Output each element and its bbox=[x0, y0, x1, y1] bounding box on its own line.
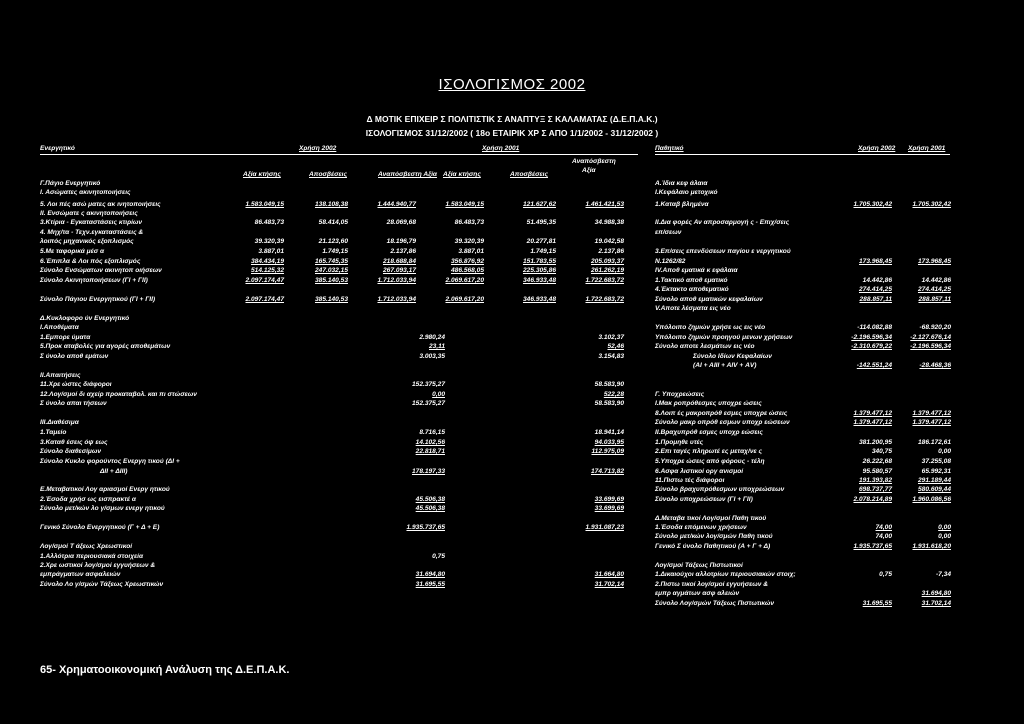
liability-row-label: Γενικό Σ ύνολο Παθητικού (Α + Γ + Δ) bbox=[655, 543, 771, 550]
col-cost-2001: Αξία κτήσης bbox=[443, 171, 481, 178]
liability-value-2002: -142.551,24 bbox=[856, 362, 892, 369]
asset-value-2002: 3.003,35 bbox=[419, 353, 445, 360]
balance-period: ΙΣΟΛΟΓΙΣΜΟΣ 31/12/2002 ( 18ο ΕΤΑΙΡΙΚ ΧΡ Σ ΑΠΟ 1/1/2002 - 31/12/2002 ) bbox=[365, 128, 659, 138]
col-net-2001-a: Αναπόσβεστη bbox=[572, 158, 616, 165]
liability-value-2002: 31.695,55 bbox=[862, 600, 892, 607]
asset-value: 385.140,53 bbox=[314, 296, 348, 303]
page-footer: 65- Χρηματοοικονομική Ανάλυση της Δ.Ε.Π.Α.Κ. bbox=[40, 664, 290, 676]
asset-value-2002: 152.375,27 bbox=[411, 400, 445, 407]
asset-row-label: 5. Λοι πές ασώ ματες ακ ινητοποιήσεις bbox=[40, 201, 161, 208]
liability-value-2002: -2.310.679,22 bbox=[851, 343, 892, 350]
asset-row-label: Γ.Πάγιο Ενεργητικό bbox=[40, 180, 101, 187]
asset-row-label: Γενικό Σύνολο Ενεργητικού (Γ + Δ + Ε) bbox=[40, 524, 160, 531]
asset-row-label: Ι. Ασώματες ακινητοποιήσεις bbox=[40, 189, 131, 196]
assets-header: Ενεργητικό bbox=[40, 145, 75, 152]
asset-value: 1.722.683,72 bbox=[585, 296, 624, 303]
asset-value-2002: 1.935.737,65 bbox=[406, 524, 445, 531]
liability-value-2001: -28.468,36 bbox=[919, 362, 951, 369]
asset-value-2001: 18.941,14 bbox=[594, 429, 624, 436]
asset-value: 384.434,19 bbox=[250, 258, 284, 265]
asset-row-label: 5.Προκ αταβολές για αγορές αποθεμάτων bbox=[40, 343, 171, 350]
asset-row-label: Σ ύνολο απαι τήσεων bbox=[40, 400, 107, 407]
liab-year-2001-header: Χρήση 2001 bbox=[908, 145, 946, 152]
liability-value-2002: 340,75 bbox=[871, 448, 892, 455]
asset-value: 225.305,86 bbox=[522, 267, 556, 274]
asset-value-2002: 0,00 bbox=[432, 391, 445, 398]
liability-value-2001: 186.172,61 bbox=[917, 439, 951, 446]
liability-value-2001: 31.694,80 bbox=[921, 590, 951, 597]
asset-value: 39.320,39 bbox=[254, 238, 284, 245]
asset-value: 346.933,48 bbox=[522, 296, 556, 303]
liability-row-label: εμπρ αγμάτων ασφ αλειών bbox=[655, 590, 740, 597]
liability-value-2002: 698.737,77 bbox=[858, 486, 892, 493]
asset-value: 2.097.174,47 bbox=[245, 296, 284, 303]
liability-value-2002: 95.580,57 bbox=[862, 468, 892, 475]
asset-value: 121.627,62 bbox=[522, 201, 556, 208]
asset-row-label: 1.Ταμείο bbox=[40, 429, 67, 436]
asset-row-label: 12.Λογ/σμοί δι αχείρ προκαταβολ. και πι στώσεων bbox=[40, 391, 197, 398]
liability-value-2001: -7,34 bbox=[935, 571, 951, 578]
asset-value: 486.568,05 bbox=[450, 267, 484, 274]
asset-row-label: 3.Καταθ έσεις όψ εως bbox=[40, 439, 108, 446]
asset-value: 1.712.033,94 bbox=[377, 296, 416, 303]
asset-row-label: 1.Αλλότρια περιουσιακά στοιχεία bbox=[40, 553, 144, 560]
asset-row-label: λοιπός μηχανικός εξοπλισμός bbox=[40, 238, 134, 245]
asset-value: 1.461.421,53 bbox=[585, 201, 624, 208]
liability-value-2002: 14.442,86 bbox=[862, 277, 892, 284]
asset-value: 58.414,05 bbox=[318, 219, 348, 226]
asset-value-2001: 94.033,95 bbox=[594, 439, 624, 446]
asset-value-2001: 33.699,69 bbox=[594, 496, 624, 503]
asset-value: 2.137,86 bbox=[598, 248, 624, 255]
asset-value: 1.722.683,72 bbox=[585, 277, 624, 284]
liability-row-label: Σύνολο αποτε λεσμάτων εις νέο bbox=[655, 343, 755, 350]
liability-value-2002: 1.705.302,42 bbox=[853, 201, 892, 208]
asset-value: 514.125,32 bbox=[250, 267, 284, 274]
asset-row-label: 11.Χρε ώστες διάφοροι bbox=[40, 381, 112, 388]
asset-row-label: Δ.Κυκλοφορο ύν Ενεργητικό bbox=[40, 315, 130, 322]
asset-value-2001: 58.583,90 bbox=[594, 400, 624, 407]
liability-value-2002: 274.414,25 bbox=[858, 286, 892, 293]
liability-value-2002: 74,00 bbox=[875, 533, 892, 540]
liability-value-2001: 14.442,86 bbox=[921, 277, 951, 284]
asset-value: 3.887,01 bbox=[458, 248, 484, 255]
asset-row-label: ΔΙΙ + ΔΙΙΙ) bbox=[100, 468, 128, 475]
liability-row-label: 2.Επι ταγές πληρωτέ ες μεταχ/νε ς bbox=[655, 448, 762, 455]
liability-value-2001: 1.960.086,56 bbox=[912, 496, 951, 503]
asset-value-2001: 3.102,37 bbox=[598, 334, 624, 341]
asset-value: 267.093,17 bbox=[382, 267, 416, 274]
liability-value-2001: 0,00 bbox=[938, 533, 951, 540]
asset-value: 51.495,35 bbox=[526, 219, 556, 226]
asset-value-2001: 112.975,09 bbox=[591, 448, 624, 455]
asset-value: 356.876,92 bbox=[450, 258, 484, 265]
liability-value-2002: 1.935.737,65 bbox=[853, 543, 892, 550]
liability-row-label: 1.Τακτικό αποθ εματικό bbox=[655, 277, 728, 284]
asset-value: 2.137,86 bbox=[390, 248, 416, 255]
header-rule-right bbox=[655, 154, 950, 155]
liability-value-2001: 1.931.618,20 bbox=[912, 543, 951, 550]
liability-value-2001: 65.992,31 bbox=[921, 468, 951, 475]
liability-value-2001: 1.705.302,42 bbox=[912, 201, 951, 208]
asset-row-label: 6.Έπιπλα & Λοι πός εξοπλισμός bbox=[40, 258, 141, 265]
asset-value-2002: 178.197,33 bbox=[411, 468, 445, 475]
asset-row-label: Σύνολο Λο γ/σμών Τάξεως Χρεωστικών bbox=[40, 581, 164, 588]
liabilities-header: Παθητικό bbox=[655, 145, 684, 152]
liability-row-label: Σύνολο αποθ εματικών κεφαλαίων bbox=[655, 296, 763, 303]
liability-row-label: V.Αποτε λέσματα εις νέο bbox=[655, 305, 731, 312]
asset-value-2002: 31.694,80 bbox=[415, 571, 445, 578]
company-name: Δ ΜΟΤΙΚ ΕΠΙΧΕΙΡ Σ ΠΟΛΙΤΙΣΤΙΚ Σ ΑΝΑΠΤΥΞ Σ ΚΑΛΑΜΑΤΑΣ (Δ.Ε.Π.Α.Κ.) bbox=[366, 114, 658, 124]
liability-value-2002: 0,75 bbox=[879, 571, 892, 578]
liability-row-label: 6.Ασφα λιστικοί οργ ανισμοί bbox=[655, 468, 744, 475]
liability-value-2002: -114.082,88 bbox=[857, 324, 892, 331]
asset-row-label: 3.Κτίρια - Εγκαταστάσεις κτιρίων bbox=[40, 219, 143, 226]
asset-value: 218.688,84 bbox=[382, 258, 416, 265]
asset-value: 247.032,15 bbox=[314, 267, 348, 274]
col-depr-2002: Αποσβέσεις bbox=[309, 171, 347, 178]
liability-row-label: 4.Έκτακτο αποθεματικό bbox=[655, 286, 729, 293]
asset-value: 1.749,15 bbox=[322, 248, 348, 255]
liability-row-label: 1.Καταβ βλημένα bbox=[655, 201, 709, 208]
liab-year-2002-header: Χρήση 2002 bbox=[858, 145, 896, 152]
liability-row-label: Σύνολο Ιδίων Κεφαλαίων bbox=[693, 353, 772, 360]
liability-row-label: Υπόλοιπο ζημιών προηγού μενων χρήσεων bbox=[655, 334, 793, 341]
liability-row-label: (ΑΙ + ΑΙΙΙ + ΑΙV + ΑV) bbox=[693, 362, 757, 369]
liability-row-label: Ι.Μακ ροπρόθεσμες υποχρε ώσεις bbox=[655, 400, 762, 407]
asset-row-label: 2.Έσοδα χρήσ ως εισπρακτέ α bbox=[40, 496, 136, 503]
liability-row-label: 1.Έσοδα επόμενων χρήσεων bbox=[655, 524, 747, 531]
asset-value-2001: 33.699,69 bbox=[594, 505, 624, 512]
header-rule-left bbox=[40, 154, 638, 155]
asset-value-2002: 152.375,27 bbox=[411, 381, 445, 388]
asset-value-2001: 58.583,90 bbox=[594, 381, 624, 388]
liability-value-2002: 74,00 bbox=[875, 524, 892, 531]
asset-row-label: ΙΙΙ.Διαθέσιμα bbox=[40, 419, 79, 426]
liability-value-2001: 37.255,08 bbox=[921, 458, 951, 465]
asset-value: 261.262,19 bbox=[590, 267, 624, 274]
liability-value-2001: -68.920,20 bbox=[919, 324, 951, 331]
liability-row-label: Υπόλοιπο ζημιών χρήσε ως εις νέο bbox=[655, 324, 766, 331]
liability-row-label: Σύνολο μετ/κών λογ/σμών Παθη τικού bbox=[655, 533, 773, 540]
liability-row-label: Δ.Μεταβα τικοί Λογ/σμοί Παθη τικού bbox=[655, 515, 767, 522]
asset-value: 1.444.940,77 bbox=[377, 201, 416, 208]
liability-value-2002: 191.393,82 bbox=[858, 477, 892, 484]
asset-value: 138.108,38 bbox=[314, 201, 348, 208]
asset-row-label: Λογ/σμοί Τ άξεως Χρεωστικοί bbox=[40, 543, 133, 550]
asset-row-label: Σύνολο μετ/κών λο γ/σμων ενεργ ητικού bbox=[40, 505, 165, 512]
liability-value-2002: 1.379.477,12 bbox=[853, 410, 892, 417]
asset-value: 385.140,53 bbox=[314, 277, 348, 284]
asset-row-label: 2.Χρε ωστικοί λογ/σμοί εγγυήσεων & bbox=[40, 562, 156, 569]
liability-value-2002: -2.196.596,34 bbox=[851, 334, 892, 341]
asset-value: 19.042,58 bbox=[594, 238, 624, 245]
page-title: ΙΣΟΛΟΓΙΣΜΟΣ 2002 bbox=[438, 76, 586, 93]
liability-row-label: 1.Προμηθε υτές bbox=[655, 439, 704, 446]
liability-value-2001: 580.609,44 bbox=[917, 486, 951, 493]
asset-value: 346.933,48 bbox=[522, 277, 556, 284]
asset-value-2001: 3.154,83 bbox=[598, 353, 624, 360]
liability-row-label: Σύνολο βραχυπρόθεσμων υποχρεώσεων bbox=[655, 486, 785, 493]
asset-row-label: 5.Με ταφορικά μέσ α bbox=[40, 248, 105, 255]
liability-value-2001: -2.127.676,14 bbox=[910, 334, 951, 341]
asset-row-label: Σύνολο Ενσώματων ακινητοπ οιήσεων bbox=[40, 267, 162, 274]
asset-value: 18.196,79 bbox=[386, 238, 416, 245]
asset-value: 1.583.049,15 bbox=[445, 201, 484, 208]
liability-row-label: Α.Ίδια κεφ άλαια bbox=[655, 180, 708, 187]
liability-value-2001: 0,00 bbox=[938, 448, 951, 455]
liability-row-label: επ/σεων bbox=[655, 229, 682, 236]
liability-row-label: Γ. Υποχρεώσεις bbox=[655, 391, 705, 398]
asset-row-label: Σύνολο Ακινητοποιήσεων (Γl + ΓlI) bbox=[40, 277, 148, 284]
asset-value-2002: 22.818,71 bbox=[415, 448, 445, 455]
asset-value-2001: 174.713,82 bbox=[590, 468, 624, 475]
asset-value: 28.069,68 bbox=[386, 219, 416, 226]
asset-value-2001: 52,46 bbox=[607, 343, 624, 350]
asset-value-2001: 522,28 bbox=[603, 391, 624, 398]
col-cost-2002: Αξία κτήσης bbox=[243, 171, 281, 178]
liability-row-label: 8.Λοιπ ές μακροπρόθ εσμες υποχρε ώσεις bbox=[655, 410, 788, 417]
asset-value: 86.483,73 bbox=[454, 219, 484, 226]
liability-row-label: 2.Πιστω τικοί λογ/σμοί εγγυήσεων & bbox=[655, 581, 768, 588]
asset-value-2002: 0,75 bbox=[432, 553, 445, 560]
liability-row-label: 3.Επ/σεις επενδύσεων παγίου ε νεργητικού bbox=[655, 248, 791, 255]
liability-value-2001: -2.196.596,34 bbox=[910, 343, 951, 350]
asset-row-label: 4. Μηχ/τα - Τεχν.εγκαταστάσεις & bbox=[40, 229, 144, 236]
liability-value-2002: 1.379.477,12 bbox=[853, 419, 892, 426]
liability-value-2001: 1.379.477,12 bbox=[912, 410, 951, 417]
asset-row-label: ΙΙ. Ενσώματε ς ακινητοποιήσεις bbox=[40, 210, 138, 217]
liability-row-label: Σύνολο υποχρεώσεων (ΓΙ + ΓΙΙ) bbox=[655, 496, 753, 503]
liability-value-2002: 26.222,68 bbox=[862, 458, 892, 465]
asset-value: 205.093,37 bbox=[590, 258, 624, 265]
liability-value-2001: 274.414,25 bbox=[917, 286, 951, 293]
liability-value-2001: 31.702,14 bbox=[921, 600, 951, 607]
liability-value-2002: 2.078.214,89 bbox=[853, 496, 892, 503]
liability-value-2001: 0,00 bbox=[938, 524, 951, 531]
liability-value-2001: 173.968,45 bbox=[917, 258, 951, 265]
year-2001-header: Χρήση 2001 bbox=[482, 145, 520, 152]
col-net-2002: Αναπόσβεστη Αξία bbox=[378, 171, 438, 178]
liability-row-label: 1.Δικαιούχοι αλλοτρίων περιουσιακών στοιχ; bbox=[655, 571, 796, 578]
liability-row-label: Σύνολο Λογ/σμών Τάξεως Πιστωτικών bbox=[655, 600, 775, 607]
col-depr-2001: Αποσβέσεις bbox=[510, 171, 548, 178]
asset-value: 1.712.033,94 bbox=[377, 277, 416, 284]
liability-row-label: 5.Υποχρε ώσεις από φόρους - τέλη bbox=[655, 458, 765, 465]
liability-row-label: Σύνολο μακρ οπρόθ εσμων υποχρ εώσεων bbox=[655, 419, 790, 426]
liability-value-2001: 1.379.477,12 bbox=[912, 419, 951, 426]
asset-row-label: Σύνολο Πάγιου Ενεργητικού (ΓΙ + ΓΙΙ) bbox=[40, 296, 156, 303]
asset-value: 2.069.617,20 bbox=[445, 296, 484, 303]
asset-row-label: εμπράγματων ασφαλειών bbox=[40, 571, 121, 578]
asset-value: 86.483,73 bbox=[254, 219, 284, 226]
asset-row-label: Σύνολο διαθεσίμων bbox=[40, 448, 102, 455]
liability-row-label: Ι.Κεφάλαιο μετοχικό bbox=[655, 189, 718, 196]
asset-row-label: ΙΙ.Απαιτήσεις bbox=[40, 372, 81, 379]
asset-value-2002: 31.695,55 bbox=[415, 581, 445, 588]
asset-value-2002: 23,11 bbox=[428, 343, 445, 350]
asset-value-2002: 45.506,38 bbox=[415, 496, 445, 503]
liability-value-2002: 288.857,11 bbox=[859, 296, 892, 303]
asset-value-2002: 45.506,38 bbox=[415, 505, 445, 512]
asset-value: 3.887,01 bbox=[258, 248, 284, 255]
liability-row-label: Ν.1262/82 bbox=[655, 258, 686, 265]
liability-value-2001: 291.189,44 bbox=[917, 477, 951, 484]
asset-row-label: Ε.Μεταβατικοί Λογ αριασμοί Ενεργ ητικού bbox=[40, 486, 170, 493]
asset-row-label: Σύνολο Κυκλο φορούντος Ενεργη τικού (ΔΙ + bbox=[40, 458, 180, 465]
asset-value: 1.583.049,15 bbox=[245, 201, 284, 208]
asset-value: 39.320,39 bbox=[454, 238, 484, 245]
liability-row-label: ΙΙ.Βραχυπρόθ εσμες υποχρ εώσεις bbox=[655, 429, 763, 436]
asset-value: 165.745,35 bbox=[314, 258, 348, 265]
liability-row-label: ΙΙ.Δια φορές Αν απροσαρμογή ς - Επιχ/σεις bbox=[655, 219, 790, 226]
liability-row-label: 11.Πιστω τές διάφοροι bbox=[655, 477, 725, 484]
asset-value-2002: 2.980,24 bbox=[419, 334, 445, 341]
year-2002-header: Χρήση 2002 bbox=[299, 145, 337, 152]
asset-value-2001: 1.931.087,23 bbox=[585, 524, 624, 531]
asset-value: 20.277,81 bbox=[526, 238, 556, 245]
liability-row-label: Λογ/σμοί Τάξεως Πιστωτικοί bbox=[655, 562, 743, 569]
asset-value: 2.069.617,20 bbox=[445, 277, 484, 284]
asset-row-label: Σ ύνολο αποθ εμάτων bbox=[40, 353, 109, 360]
liability-value-2002: 173.968,45 bbox=[858, 258, 892, 265]
asset-value: 34.988,38 bbox=[594, 219, 624, 226]
asset-value: 151.783,55 bbox=[522, 258, 556, 265]
col-net-2001-b: Αξία bbox=[582, 167, 596, 174]
asset-row-label: 1.Εμπορε ύματα bbox=[40, 334, 91, 341]
asset-value: 1.749,15 bbox=[530, 248, 556, 255]
asset-value-2001: 31.664,80 bbox=[594, 571, 624, 578]
liability-value-2002: 381.200,95 bbox=[858, 439, 892, 446]
asset-row-label: Ι.Αποθέματα bbox=[40, 324, 79, 331]
asset-value-2001: 31.702,14 bbox=[594, 581, 624, 588]
asset-value: 2.097.174,47 bbox=[245, 277, 284, 284]
asset-value-2002: 14.102,56 bbox=[415, 439, 445, 446]
asset-value: 21.123,60 bbox=[318, 238, 348, 245]
liability-row-label: ΙV.Αποθ εματικά κ εφάλαια bbox=[655, 267, 738, 274]
liability-value-2001: 288.857,11 bbox=[918, 296, 951, 303]
asset-value-2002: 8.716,15 bbox=[419, 429, 445, 436]
